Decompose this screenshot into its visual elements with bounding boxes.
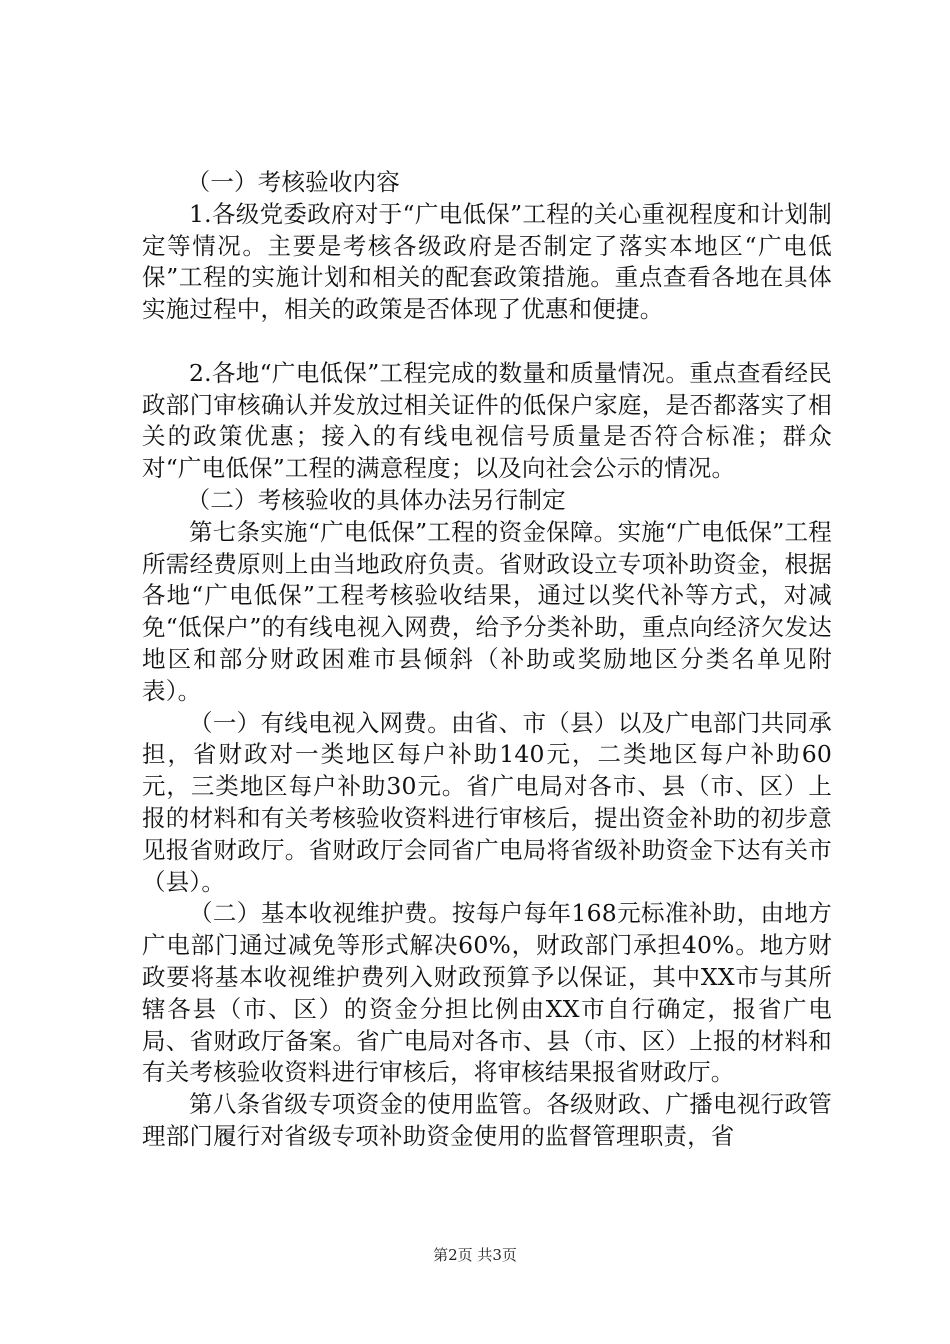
paragraph-article-7: 第七条实施“广电低保”工程的资金保障。实施“广电低保”工程所需经费原则上由当地政府负责。省财政设立专项补助资金，根据各地“广电低保”工程考核验收结果，通过以奖代补等方式，对减免“低保户”的有线电视入网费，给予分类补助，重点向经济欠发达地区和部分财政困难市县倾斜（补助或奖励地区分类名单见附表）。 [142, 517, 832, 705]
paragraph-installation-fee: （一）有线电视入网费。由省、市（县）以及广电部门共同承担，省财政对一类地区每户补助140元，二类地区每户补助60元，三类地区每户补助30元。省广电局对各市、县（市、区）上报的材料和有关考核验收资料进行审核后，提出资金补助的初步意见报省财政厅。省财政厅会同省广电局将省级补助资金下达有关市（县）。 [142, 708, 832, 896]
section-heading-assessment-content: （一）考核验收内容 [186, 168, 400, 196]
page-number-footer: 第2页 共3页 [433, 1246, 517, 1264]
section-heading-assessment-method: （二）考核验收的具体办法另行制定 [186, 485, 566, 514]
document-body [142, 167, 832, 1153]
paragraph-item-1: 1.各级党委政府对于“广电低保”工程的关心重视程度和计划制定等情况。主要是考核各级政府是否制定了落实本地区“广电低保”工程的实施计划和相关的配套政策措施。重点查看各地在具体实施过程中，相关的政策是否体现了优惠和便捷。 [142, 199, 832, 324]
paragraph-maintenance-fee: （二）基本收视维护费。按每户每年168元标准补助，由地方广电部门通过减免等形式解决60%，财政部门承担40%。地方财政要将基本收视维护费列入财政预算予以保证，其中XX市与其所辖各县（市、区）的资金分担比例由XX市自行确定，报省广电局、省财政厅备案。省广电局对各市、县（市、区）上报的材料和有关考核验收资料进行审核后，将审核结果报省财政厅。 [142, 899, 832, 1087]
paragraph-item-2: 2.各地“广电低保”工程完成的数量和质量情况。重点查看经民政部门审核确认并发放过相关证件的低保户家庭，是否都落实了相关的政策优惠；接入的有线电视信号质量是否符合标准；群众对“广电低保”工程的满意程度；以及向社会公示的情况。 [142, 358, 832, 483]
paragraph-article-8: 第八条省级专项资金的使用监管。各级财政、广播电视行政管理部门履行对省级专项补助资金使用的监督管理职责，省 [142, 1090, 832, 1150]
